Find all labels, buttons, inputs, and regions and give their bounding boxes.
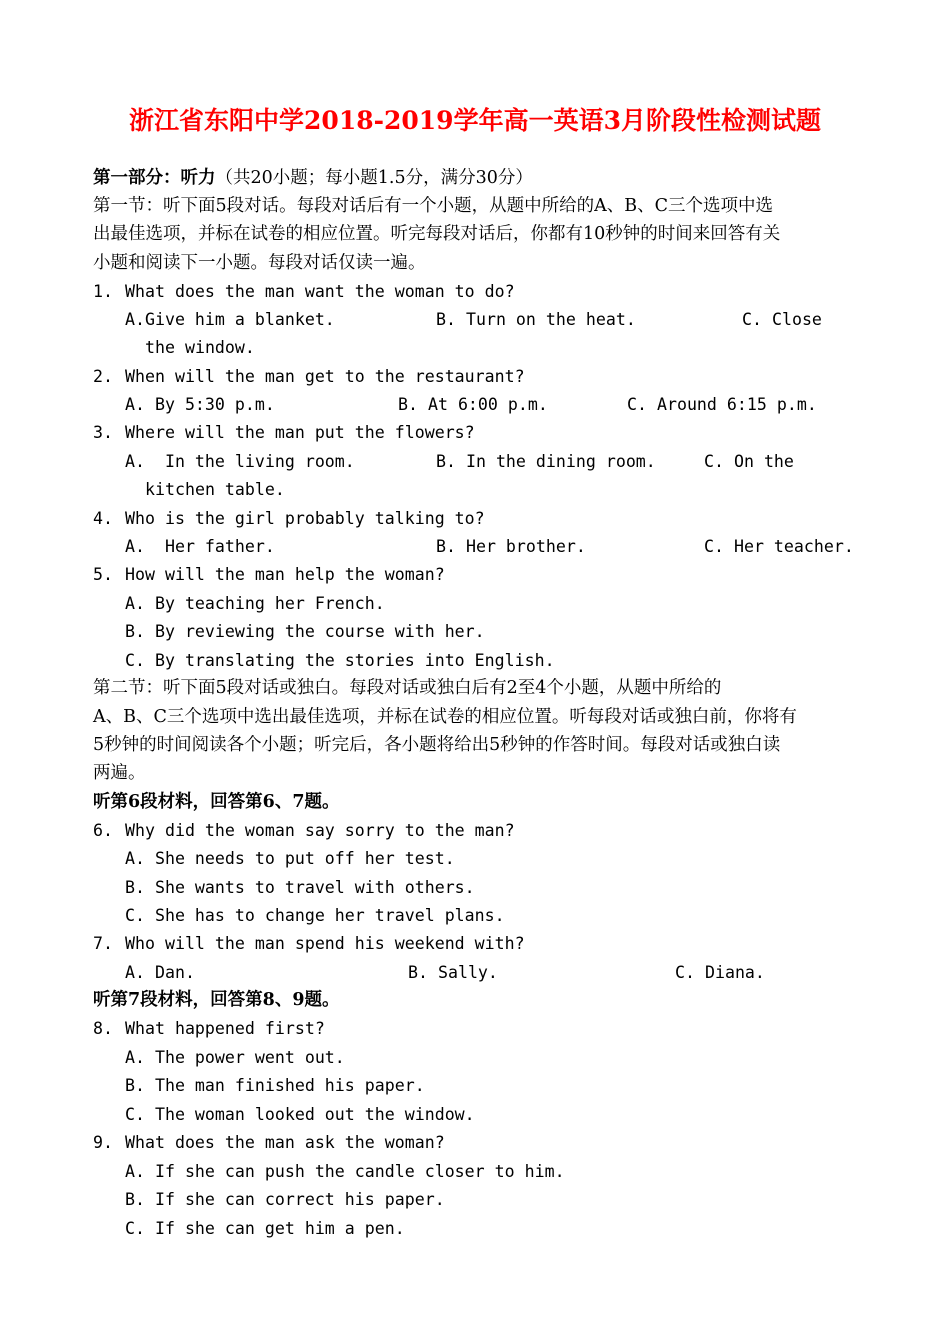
question-7-text: Who will the man spend his weekend with? [125, 934, 525, 953]
question-3-option-c: C. On the [704, 452, 794, 471]
part1-header [93, 166, 533, 190]
question-9-option-b: B. If she can correct his paper. [125, 1190, 445, 1209]
question-8-number: 8. [93, 1019, 113, 1038]
question-3-option-a: A. In the living room. [125, 452, 355, 471]
question-1-option-c: C. Close [742, 310, 822, 329]
question-5-option-b: B. By reviewing the course with her. [125, 622, 485, 641]
question-8-option-a: A. The power went out. [125, 1048, 345, 1067]
question-4-option-a: A. Her father. [125, 537, 275, 556]
question-3-number: 3. [93, 423, 113, 442]
question-1-option-a: A.Give him a blanket. [125, 310, 335, 329]
question-5-option-c: C. By translating the stories into English. [125, 651, 555, 670]
question-6-option-a: A. She needs to put off her test. [125, 849, 455, 868]
question-4-option-c: C. Her teacher. [704, 537, 854, 556]
question-4-text: Who is the girl probably talking to? [125, 509, 485, 528]
question-2-option-a: A. By 5:30 p.m. [125, 395, 275, 414]
question-3-option-b: B. In the dining room. [436, 452, 656, 471]
question-3-text: Where will the man put the flowers? [125, 423, 475, 442]
question-5-text: How will the man help the woman? [125, 565, 445, 584]
section1-instructions-line3: 小题和阅读下一小题。每段对话仅读一遍。 [93, 253, 426, 273]
question-1-option-b: B. Turn on the heat. [436, 310, 636, 329]
question-7-option-a: A. Dan. [125, 963, 195, 982]
question-7-option-c: C. Diana. [675, 963, 765, 982]
question-9-number: 9. [93, 1133, 113, 1152]
material-7-heading: 听第7段材料，回答第8、9题。 [93, 990, 340, 1010]
section2-instructions-line3: 5秒钟的时间阅读各个小题；听完后，各小题将给出5秒钟的作答时间。每段对话或独白读 [93, 735, 781, 755]
question-1-option-c-continued: the window. [145, 338, 255, 357]
question-3-option-c-continued: kitchen table. [145, 480, 285, 499]
question-4-option-b: B. Her brother. [436, 537, 586, 556]
question-7-number: 7. [93, 934, 113, 953]
question-6-number: 6. [93, 821, 113, 840]
question-8-option-b: B. The man finished his paper. [125, 1076, 425, 1095]
question-6-option-b: B. She wants to travel with others. [125, 878, 475, 897]
part1-heading: 第一部分：听力 [93, 168, 216, 188]
question-2-text: When will the man get to the restaurant? [125, 367, 525, 386]
section2-instructions-line1: 第二节：听下面5段对话或独白。每段对话或独白后有2至4个小题，从题中所给的 [93, 678, 722, 698]
question-2-option-b: B. At 6:00 p.m. [398, 395, 548, 414]
section2-instructions-line4: 两遍。 [93, 763, 146, 783]
exam-title: 浙江省东阳中学2018-2019学年高一英语3月阶段性检测试题 [129, 106, 821, 135]
question-9-text: What does the man ask the woman? [125, 1133, 445, 1152]
question-1-text: What does the man want the woman to do? [125, 282, 515, 301]
question-8-option-c: C. The woman looked out the window. [125, 1105, 475, 1124]
material-6-heading: 听第6段材料，回答第6、7题。 [93, 792, 340, 812]
question-6-text: Why did the woman say sorry to the man? [125, 821, 515, 840]
question-6-option-c: C. She has to change her travel plans. [125, 906, 505, 925]
question-1-number: 1. [93, 282, 113, 301]
question-5-number: 5. [93, 565, 113, 584]
section1-instructions-line1: 第一节：听下面5段对话。每段对话后有一个小题，从题中所给的A、B、C三个选项中选 [93, 196, 774, 216]
question-4-number: 4. [93, 509, 113, 528]
question-2-number: 2. [93, 367, 113, 386]
part1-note: （共20小题；每小题1.5分，满分30分） [215, 168, 533, 188]
question-7-option-b: B. Sally. [408, 963, 498, 982]
section1-instructions-line2: 出最佳选项，并标在试卷的相应位置。听完每段对话后，你都有10秒钟的时间来回答有关 [93, 224, 781, 244]
section2-instructions-line2: A、B、C三个选项中选出最佳选项，并标在试卷的相应位置。听每段对话或独白前，你将有 [93, 707, 797, 727]
question-8-text: What happened first? [125, 1019, 325, 1038]
question-9-option-c: C. If she can get him a pen. [125, 1219, 405, 1238]
question-5-option-a: A. By teaching her French. [125, 594, 385, 613]
question-9-option-a: A. If she can push the candle closer to him. [125, 1162, 565, 1181]
question-2-option-c: C. Around 6:15 p.m. [627, 395, 817, 414]
